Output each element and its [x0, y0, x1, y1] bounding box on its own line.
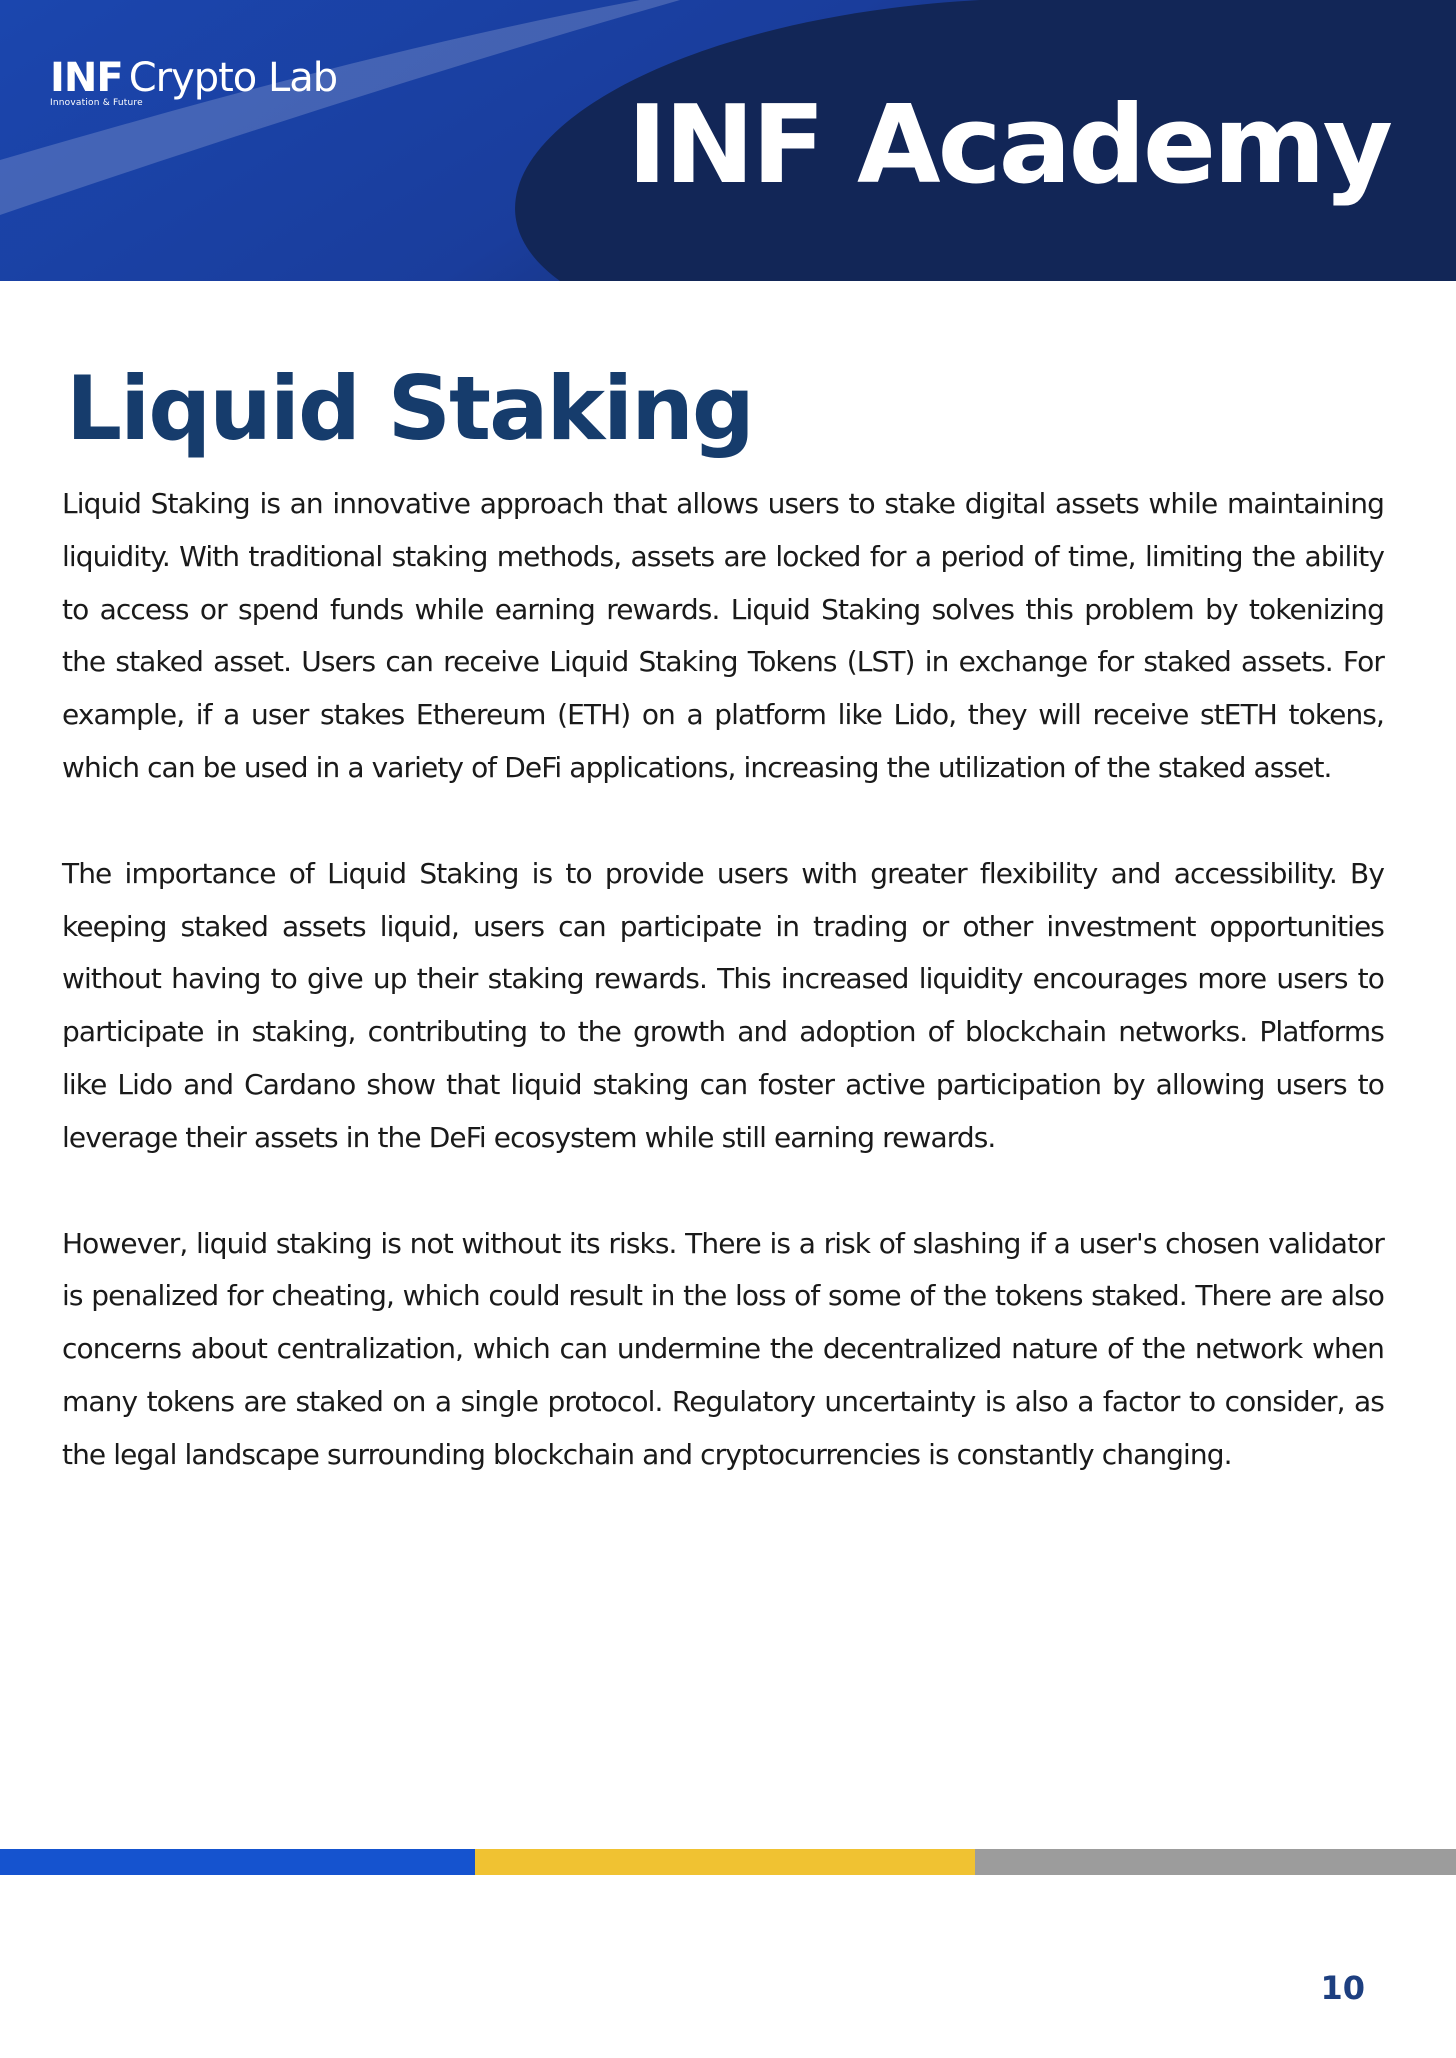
logo-tagline: Innovation & Future: [50, 98, 143, 108]
paragraph-2: The importance of Liquid Staking is to provide users with greater flexibility and accessibility. By keeping staked assets liquid, users can participate in trading or other investment opportunities without having to give up their staking rewards. This increased liquidity encourages more users to participate in staking, contributing to the growth and adoption of blockchain networks. Platforms like Lido and Cardano show that liquid staking can foster active participation by allowing users to leverage their assets in the DeFi ecosystem while still earning rewards.: [62, 856, 1384, 1154]
paragraph-3: However, liquid staking is not without its risks. There is a risk of slashing if a user's chosen validator is penalized for cheating, which could result in the loss of some of the tokens staked. There are also concerns about centralization, which can undermine the decentralized nature of the network when many tokens are staked on a single protocol. Regulatory uncertainty is also a factor to consider, as the legal landscape surrounding blockchain and cryptocurrencies is constantly changing.: [62, 1226, 1384, 1471]
footer-bar-blue: [0, 1849, 475, 1875]
page-number: 10: [1320, 1969, 1365, 2007]
logo-brand: INF: [50, 55, 123, 101]
paragraph-1: Liquid Staking is an innovative approach that allows users to stake digital assets while maintaining liquidity. With traditional staking methods, assets are locked for a period of time, limiting the ability to access or spend funds while earning rewards. Liquid Staking solves this problem by tokenizing the staked asset. Users can receive Liquid Staking Tokens (LST) in exchange for staked assets. For example, if a user stakes Ethereum (ETH) on a platform like Lido, they will receive stETH tokens, which can be used in a variety of DeFi applications, increasing the utilization of the staked asset.: [62, 487, 1384, 784]
logo: [50, 54, 337, 108]
footer-bar-yellow: [475, 1849, 975, 1875]
article-body: [62, 478, 1384, 1535]
academy-title: INF Academy: [627, 83, 1390, 208]
footer-color-bar: [0, 1849, 1456, 1875]
page-title: Liquid Staking: [66, 357, 753, 460]
footer-bar-gray: [975, 1849, 1456, 1875]
header-banner: [0, 0, 1456, 281]
logo-name: Crypto Lab: [128, 55, 338, 101]
